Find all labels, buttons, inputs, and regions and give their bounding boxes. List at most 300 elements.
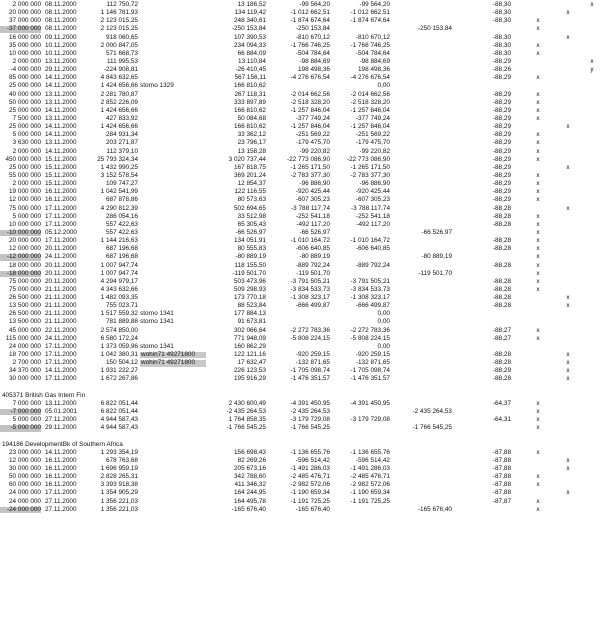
mark-cell[interactable]: x bbox=[536, 220, 540, 228]
date-cell[interactable]: 13.11.2000 bbox=[45, 114, 77, 122]
amount-cell[interactable]: 24 000 000 bbox=[9, 489, 41, 497]
mark-cell[interactable]: x bbox=[536, 90, 540, 98]
result-cell[interactable]: -666 499,87 bbox=[355, 302, 390, 310]
result-cell[interactable]: -22 773 086,90 bbox=[347, 155, 390, 163]
difference-cell[interactable]: -165 676,40 bbox=[295, 505, 330, 513]
amount-cell[interactable]: 20 000 000 bbox=[9, 9, 41, 17]
percent-cell[interactable]: -88,30 bbox=[492, 49, 511, 57]
gross-cell[interactable]: 3 020 737,44 bbox=[228, 155, 266, 163]
percent-cell[interactable]: -88,30 bbox=[492, 9, 511, 17]
gross-cell[interactable]: 166 810,62 bbox=[234, 82, 266, 90]
gross-cell[interactable]: 333 897,89 bbox=[234, 98, 266, 106]
difference-cell[interactable]: -80 889,19 bbox=[299, 253, 330, 261]
result-cell[interactable]: -504 784,64 bbox=[355, 49, 390, 57]
difference-cell[interactable]: -810 670,12 bbox=[295, 33, 330, 41]
percent-cell[interactable]: -88,29 bbox=[492, 180, 511, 188]
amount-cell[interactable]: 7 000 000 bbox=[12, 399, 41, 407]
result-cell[interactable]: -99 220,82 bbox=[359, 147, 390, 155]
remark-cell[interactable]: wohin71 49271800 bbox=[140, 360, 206, 366]
result-cell[interactable]: -1 010 164,72 bbox=[350, 237, 390, 245]
value-cell[interactable]: 6 822 051,44 bbox=[100, 399, 138, 407]
difference-cell[interactable]: -1 766 746,25 bbox=[290, 41, 330, 49]
closed-cell[interactable]: -2 435 264,53 bbox=[412, 408, 452, 416]
mark-cell[interactable]: x bbox=[566, 33, 570, 41]
difference-cell[interactable]: -1 265 171,50 bbox=[290, 163, 330, 171]
date-cell[interactable]: 13.11.2000 bbox=[45, 90, 77, 98]
gross-cell[interactable]: 503 473,96 bbox=[234, 277, 266, 285]
gross-cell[interactable]: 13 110,84 bbox=[238, 57, 266, 65]
percent-cell[interactable]: -88,29 bbox=[492, 74, 511, 82]
mark-cell[interactable]: x bbox=[536, 277, 540, 285]
value-cell[interactable]: 1 672 267,86 bbox=[100, 375, 138, 383]
gross-cell[interactable]: 156 698,43 bbox=[234, 448, 266, 456]
difference-cell[interactable]: -119 501,70 bbox=[296, 269, 330, 277]
difference-cell[interactable]: -179 475,70 bbox=[295, 139, 330, 147]
percent-cell[interactable]: -88,30 bbox=[492, 1, 511, 8]
date-cell[interactable]: 14.11.2000 bbox=[45, 448, 77, 456]
difference-cell[interactable]: -2 982 572,06 bbox=[290, 481, 330, 489]
date-cell[interactable]: 17.11.2000 bbox=[45, 237, 77, 245]
result-cell[interactable]: -5 808 224,15 bbox=[350, 334, 390, 342]
gross-cell[interactable]: -80 889,19 bbox=[235, 253, 266, 261]
percent-cell[interactable]: -88,28 bbox=[492, 277, 511, 285]
percent-cell[interactable]: -87,88 bbox=[492, 448, 511, 456]
amount-cell[interactable]: 85 000 000 bbox=[9, 74, 41, 82]
gross-cell[interactable]: 166 810,62 bbox=[234, 123, 266, 131]
result-cell[interactable]: -3 834 533,73 bbox=[350, 285, 390, 293]
value-cell[interactable]: 1 482 093,35 bbox=[100, 294, 138, 302]
remark-cell[interactable]: storno 1329 bbox=[140, 82, 174, 90]
mark-cell[interactable]: x bbox=[566, 294, 570, 302]
mark-cell[interactable]: x bbox=[536, 228, 540, 236]
value-cell[interactable]: 25 793 324,34 bbox=[97, 155, 138, 163]
mark-cell[interactable]: x bbox=[566, 489, 570, 497]
result-cell[interactable]: -607 305,23 bbox=[355, 196, 390, 204]
result-cell[interactable]: -1 190 659,34 bbox=[350, 489, 390, 497]
amount-cell[interactable]: -18 000 000 bbox=[0, 271, 41, 277]
value-cell[interactable]: 1 696 959,19 bbox=[100, 465, 138, 473]
mark-cell[interactable]: x bbox=[566, 163, 570, 171]
amount-cell[interactable]: -37 000 000 bbox=[0, 26, 41, 32]
difference-cell[interactable]: -2 272 783,36 bbox=[290, 326, 330, 334]
gross-cell[interactable]: 173 770,18 bbox=[234, 294, 266, 302]
amount-cell[interactable]: 35 000 000 bbox=[9, 41, 41, 49]
value-cell[interactable]: 2 574 850,00 bbox=[100, 326, 138, 334]
percent-cell[interactable]: -88,29 bbox=[492, 131, 511, 139]
date-cell[interactable]: 10.11.2000 bbox=[45, 49, 77, 57]
closed-cell[interactable]: -66 526,97 bbox=[421, 228, 452, 236]
difference-cell[interactable]: -2 014 662,56 bbox=[290, 90, 330, 98]
difference-cell[interactable]: -1 257 846,04 bbox=[290, 106, 330, 114]
difference-cell[interactable]: -666 499,87 bbox=[295, 302, 330, 310]
value-cell[interactable]: 109 747,27 bbox=[106, 180, 138, 188]
result-cell[interactable]: 0,00 bbox=[377, 342, 390, 350]
mark-cell[interactable]: x bbox=[536, 473, 540, 481]
result-cell[interactable]: -1 136 655,76 bbox=[350, 448, 390, 456]
amount-cell[interactable]: 37 000 000 bbox=[9, 17, 41, 25]
date-cell[interactable]: 08.11.2000 bbox=[45, 1, 77, 8]
amount-cell[interactable]: -24 000 000 bbox=[0, 507, 41, 513]
amount-cell[interactable]: 45 000 000 bbox=[9, 326, 41, 334]
gross-cell[interactable]: -165 676,40 bbox=[231, 505, 266, 513]
result-cell[interactable]: -252 541,18 bbox=[355, 212, 390, 220]
value-cell[interactable]: 6 580 172,24 bbox=[100, 334, 138, 342]
value-cell[interactable]: 781 889,88 bbox=[106, 318, 138, 326]
difference-cell[interactable]: -504 784,64 bbox=[295, 49, 330, 57]
result-cell[interactable]: -3 788 117,74 bbox=[351, 204, 390, 212]
date-cell[interactable]: 21.11.2000 bbox=[45, 285, 77, 293]
value-cell[interactable]: 284 931,34 bbox=[106, 131, 138, 139]
result-cell[interactable]: -920 425,44 bbox=[355, 188, 390, 196]
result-cell[interactable]: -99 564,20 bbox=[359, 1, 390, 8]
value-cell[interactable]: 112 379,10 bbox=[106, 147, 138, 155]
result-cell[interactable]: -4 391 450,95 bbox=[350, 399, 390, 407]
percent-cell[interactable]: -88,28 bbox=[492, 285, 511, 293]
gross-cell[interactable]: 771 948,09 bbox=[234, 334, 266, 342]
difference-cell[interactable]: -22 773 086,90 bbox=[287, 155, 330, 163]
date-cell[interactable]: 17.11.2000 bbox=[45, 375, 77, 383]
value-cell[interactable]: 6 822 051,44 bbox=[100, 408, 138, 416]
amount-cell[interactable]: 34 370 000 bbox=[9, 367, 41, 375]
amount-cell[interactable]: -5 000 000 bbox=[0, 425, 41, 431]
difference-cell[interactable]: -1 476 351,57 bbox=[290, 375, 330, 383]
percent-cell[interactable]: -88,29 bbox=[492, 98, 511, 106]
mark-cell[interactable]: x bbox=[536, 269, 540, 277]
gross-cell[interactable]: 82 269,26 bbox=[237, 456, 266, 464]
result-cell[interactable]: 0,00 bbox=[377, 318, 390, 326]
gross-cell[interactable]: 17 632,47 bbox=[237, 359, 266, 367]
gross-cell[interactable]: 1 764 858,35 bbox=[228, 416, 266, 424]
date-cell[interactable]: 24.11.2000 bbox=[45, 253, 77, 261]
result-cell[interactable]: -4 276 676,54 bbox=[350, 74, 390, 82]
closed-cell[interactable]: -250 153,84 bbox=[417, 25, 452, 33]
difference-cell[interactable]: -96 886,90 bbox=[299, 180, 330, 188]
value-cell[interactable]: 3 152 578,54 bbox=[100, 171, 138, 179]
value-cell[interactable]: 557 422,63 bbox=[106, 220, 138, 228]
result-cell[interactable]: -596 514,42 bbox=[355, 456, 390, 464]
value-cell[interactable]: 2 828 265,31 bbox=[100, 473, 138, 481]
amount-cell[interactable]: 18 700 000 bbox=[9, 351, 41, 359]
mark-cell[interactable]: x bbox=[536, 253, 540, 261]
percent-cell[interactable]: -87,87 bbox=[492, 497, 511, 505]
value-cell[interactable]: 1 373 059,96 bbox=[100, 342, 138, 350]
mark-cell[interactable]: x bbox=[536, 131, 540, 139]
mark-cell[interactable]: x bbox=[566, 367, 570, 375]
gross-cell[interactable]: 80 573,63 bbox=[237, 196, 266, 204]
amount-cell[interactable]: -7 000 000 bbox=[0, 409, 41, 415]
date-cell[interactable]: 21.11.2000 bbox=[45, 310, 77, 318]
value-cell[interactable]: 1 424 656,66 bbox=[100, 123, 138, 131]
date-cell[interactable]: 24.11.2000 bbox=[45, 334, 77, 342]
value-cell[interactable]: 1 424 656,66 bbox=[100, 106, 138, 114]
value-cell[interactable]: 571 668,73 bbox=[106, 49, 138, 57]
difference-cell[interactable]: -250 153,84 bbox=[295, 25, 330, 33]
mark-cell[interactable]: x bbox=[536, 424, 540, 432]
percent-cell[interactable]: -88,28 bbox=[492, 351, 511, 359]
result-cell[interactable]: -251 569,22 bbox=[355, 131, 390, 139]
mark-cell[interactable]: x bbox=[590, 57, 594, 65]
result-cell[interactable]: 0,00 bbox=[377, 82, 390, 90]
result-cell[interactable]: -132 871,65 bbox=[355, 359, 390, 367]
gross-cell[interactable]: 65 305,43 bbox=[237, 220, 266, 228]
mark-cell[interactable]: x bbox=[536, 155, 540, 163]
percent-cell[interactable]: -88,27 bbox=[492, 334, 511, 342]
amount-cell[interactable]: 13 500 000 bbox=[9, 302, 41, 310]
result-cell[interactable]: -920 259,15 bbox=[355, 351, 390, 359]
value-cell[interactable]: 687 878,86 bbox=[106, 196, 138, 204]
closed-cell[interactable]: -1 766 545,25 bbox=[412, 424, 452, 432]
amount-cell[interactable]: 50 000 000 bbox=[9, 473, 41, 481]
gross-cell[interactable]: 369 201,24 bbox=[234, 171, 266, 179]
difference-cell[interactable]: -99 220,82 bbox=[299, 147, 330, 155]
result-cell[interactable]: -1 705 098,74 bbox=[350, 367, 390, 375]
mark-cell[interactable]: x bbox=[536, 188, 540, 196]
amount-cell[interactable]: 60 000 000 bbox=[9, 481, 41, 489]
date-cell[interactable]: 20.11.2000 bbox=[45, 245, 77, 253]
mark-cell[interactable]: x bbox=[536, 245, 540, 253]
mark-cell[interactable]: x bbox=[566, 456, 570, 464]
date-cell[interactable]: 05.01.2001 bbox=[45, 408, 77, 416]
gross-cell[interactable]: 502 694,65 bbox=[234, 204, 266, 212]
value-cell[interactable]: 687 196,68 bbox=[106, 253, 138, 261]
amount-cell[interactable]: 12 000 000 bbox=[9, 456, 41, 464]
date-cell[interactable]: 16.11.2000 bbox=[45, 481, 77, 489]
gross-cell[interactable]: 91 673,81 bbox=[237, 318, 266, 326]
result-cell[interactable]: -1 766 746,25 bbox=[350, 41, 390, 49]
gross-cell[interactable]: 107 390,53 bbox=[234, 33, 266, 41]
mark-cell[interactable]: x bbox=[536, 49, 540, 57]
value-cell[interactable]: 2 123 015,25 bbox=[100, 17, 138, 25]
percent-cell[interactable]: -87,88 bbox=[492, 481, 511, 489]
result-cell[interactable]: -3 179 729,08 bbox=[350, 416, 390, 424]
value-cell[interactable]: 1 356 221,03 bbox=[100, 505, 138, 513]
amount-cell[interactable]: 30 000 000 bbox=[9, 375, 41, 383]
amount-cell[interactable]: 115 000 000 bbox=[5, 334, 41, 342]
amount-cell[interactable]: 2 000 000 bbox=[12, 57, 41, 65]
mark-cell[interactable]: x bbox=[536, 212, 540, 220]
value-cell[interactable]: 2 852 226,09 bbox=[100, 98, 138, 106]
gross-cell[interactable]: 122 116,55 bbox=[234, 188, 266, 196]
amount-cell[interactable]: 2 000 000 bbox=[12, 180, 41, 188]
date-cell[interactable]: 14.11.2000 bbox=[45, 131, 77, 139]
mark-cell[interactable]: x bbox=[566, 351, 570, 359]
mark-cell[interactable]: x bbox=[566, 465, 570, 473]
percent-cell[interactable]: -88,28 bbox=[492, 375, 511, 383]
date-cell[interactable]: 14.11.2000 bbox=[45, 74, 77, 82]
percent-cell[interactable]: -88,30 bbox=[492, 17, 511, 25]
difference-cell[interactable]: -66 526,97 bbox=[299, 228, 330, 236]
gross-cell[interactable]: -66 526,97 bbox=[235, 228, 266, 236]
value-cell[interactable]: 2 123 015,25 bbox=[100, 25, 138, 33]
percent-cell[interactable]: -87,88 bbox=[492, 456, 511, 464]
result-cell[interactable]: -3 791 505,21 bbox=[350, 277, 390, 285]
gross-cell[interactable]: 33 362,12 bbox=[237, 131, 266, 139]
date-cell[interactable]: 08.11.2000 bbox=[45, 17, 77, 25]
value-cell[interactable]: 111 995,53 bbox=[106, 57, 138, 65]
gross-cell[interactable]: -250 153,84 bbox=[231, 25, 266, 33]
amount-cell[interactable]: 40 000 000 bbox=[9, 90, 41, 98]
percent-cell[interactable]: -88,28 bbox=[492, 237, 511, 245]
amount-cell[interactable]: -12 000 000 bbox=[0, 254, 41, 260]
date-cell[interactable]: 16.11.2000 bbox=[45, 465, 77, 473]
value-cell[interactable]: 4 843 632,65 bbox=[100, 74, 138, 82]
date-cell[interactable]: 20.11.2000 bbox=[45, 261, 77, 269]
amount-cell[interactable]: 25 000 000 bbox=[9, 123, 41, 131]
mark-cell[interactable]: x bbox=[536, 171, 540, 179]
result-cell[interactable]: -96 886,90 bbox=[359, 180, 390, 188]
date-cell[interactable]: 13.11.2000 bbox=[45, 139, 77, 147]
amount-cell[interactable]: 18 000 000 bbox=[9, 261, 41, 269]
mark-cell[interactable]: x bbox=[536, 196, 540, 204]
date-cell[interactable]: 13.11.2000 bbox=[45, 57, 77, 65]
percent-cell[interactable]: -88,27 bbox=[492, 326, 511, 334]
mark-cell[interactable]: x bbox=[536, 25, 540, 33]
difference-cell[interactable]: -99 564,20 bbox=[299, 1, 330, 8]
result-cell[interactable]: 0,00 bbox=[377, 310, 390, 318]
remark-cell[interactable]: storno 1341 bbox=[140, 310, 174, 318]
date-cell[interactable]: 17.11.2000 bbox=[45, 220, 77, 228]
date-cell[interactable]: 14.11.2000 bbox=[45, 82, 77, 90]
result-cell[interactable]: -1 257 846,04 bbox=[350, 106, 390, 114]
closed-cell[interactable]: -165 676,40 bbox=[417, 505, 452, 513]
gross-cell[interactable]: 234 094,33 bbox=[234, 41, 266, 49]
value-cell[interactable]: 1 356 221,03 bbox=[100, 497, 138, 505]
value-cell[interactable]: 4 944 587,43 bbox=[100, 424, 138, 432]
gross-cell[interactable]: 33 512,98 bbox=[237, 212, 266, 220]
amount-cell[interactable]: 10 000 000 bbox=[9, 220, 41, 228]
date-cell[interactable]: 21.11.2000 bbox=[45, 302, 77, 310]
amount-cell[interactable]: 23 000 000 bbox=[9, 448, 41, 456]
value-cell[interactable]: 1 042 541,99 bbox=[100, 188, 138, 196]
date-cell[interactable]: 16.11.2000 bbox=[45, 188, 77, 196]
value-cell[interactable]: 2 281 780,87 bbox=[100, 90, 138, 98]
percent-cell[interactable]: -88,28 bbox=[492, 294, 511, 302]
percent-cell[interactable]: -88,29 bbox=[492, 90, 511, 98]
percent-cell[interactable]: -88,29 bbox=[492, 123, 511, 131]
gross-cell[interactable]: 164 495,78 bbox=[234, 497, 266, 505]
difference-cell[interactable]: -920 259,15 bbox=[295, 351, 330, 359]
value-cell[interactable]: 427 833,92 bbox=[106, 114, 138, 122]
date-cell[interactable]: 22.11.2000 bbox=[45, 326, 77, 334]
date-cell[interactable]: 13.11.2000 bbox=[45, 98, 77, 106]
gross-cell[interactable]: 195 916,29 bbox=[234, 375, 266, 383]
gross-cell[interactable]: 50 084,68 bbox=[237, 114, 266, 122]
mark-cell[interactable]: x bbox=[536, 41, 540, 49]
amount-cell[interactable]: 12 000 000 bbox=[9, 196, 41, 204]
value-cell[interactable]: 1 354 905,29 bbox=[100, 489, 138, 497]
mark-cell[interactable]: x bbox=[536, 399, 540, 407]
value-cell[interactable]: 3 393 918,38 bbox=[100, 481, 138, 489]
gross-cell[interactable]: 134 051,91 bbox=[234, 237, 266, 245]
amount-cell[interactable]: 2 000 000 bbox=[12, 147, 41, 155]
mark-cell[interactable]: x bbox=[566, 302, 570, 310]
amount-cell[interactable]: -4 000 000 bbox=[10, 66, 41, 74]
percent-cell[interactable]: -88,28 bbox=[492, 261, 511, 269]
date-cell[interactable]: 17.11.2000 bbox=[45, 204, 77, 212]
mark-cell[interactable]: x bbox=[536, 98, 540, 106]
amount-cell[interactable]: 5 000 000 bbox=[12, 131, 41, 139]
difference-cell[interactable]: -4 391 450,95 bbox=[290, 399, 330, 407]
result-cell[interactable]: -1 191 725,25 bbox=[350, 497, 390, 505]
amount-cell[interactable]: 19 000 000 bbox=[9, 188, 41, 196]
result-cell[interactable]: -2 014 662,56 bbox=[350, 90, 390, 98]
gross-cell[interactable]: 342 788,60 bbox=[234, 473, 266, 481]
value-cell[interactable]: 4 343 632,66 bbox=[100, 285, 138, 293]
percent-cell[interactable]: -87,88 bbox=[492, 489, 511, 497]
amount-cell[interactable]: 75 000 000 bbox=[9, 204, 41, 212]
mark-cell[interactable]: x bbox=[536, 237, 540, 245]
date-cell[interactable]: 05.12.2000 bbox=[45, 228, 77, 236]
date-cell[interactable]: 16.11.2000 bbox=[45, 196, 77, 204]
value-cell[interactable]: 1 293 354,19 bbox=[100, 448, 138, 456]
value-cell[interactable]: 4 290 812,39 bbox=[100, 204, 138, 212]
mark-cell[interactable]: x bbox=[536, 497, 540, 505]
amount-cell[interactable]: -10 000 000 bbox=[0, 230, 41, 236]
mark-cell[interactable]: y bbox=[590, 66, 594, 74]
result-cell[interactable]: -1 257 846,04 bbox=[350, 123, 390, 131]
date-cell[interactable]: 14.11.2000 bbox=[45, 106, 77, 114]
date-cell[interactable]: 15.11.2000 bbox=[45, 171, 77, 179]
date-cell[interactable]: 14.11.2000 bbox=[45, 367, 77, 375]
date-cell[interactable]: 09.11.2000 bbox=[45, 33, 77, 41]
gross-cell[interactable]: -2 435 264,53 bbox=[226, 408, 266, 416]
amount-cell[interactable]: 75 000 000 bbox=[9, 285, 41, 293]
difference-cell[interactable]: -1 257 846,04 bbox=[290, 123, 330, 131]
gross-cell[interactable]: 302 066,64 bbox=[234, 326, 266, 334]
result-cell[interactable]: 198 498,36 bbox=[358, 66, 390, 74]
amount-cell[interactable]: 25 000 000 bbox=[9, 106, 41, 114]
result-cell[interactable]: -377 749,24 bbox=[355, 114, 390, 122]
amount-cell[interactable]: 2 700 000 bbox=[12, 359, 41, 367]
mark-cell[interactable]: x bbox=[566, 375, 570, 383]
remark-cell[interactable]: storno 1341 bbox=[140, 342, 174, 350]
difference-cell[interactable]: -2 783 377,30 bbox=[290, 171, 330, 179]
difference-cell[interactable]: -1 308 323,17 bbox=[290, 294, 330, 302]
difference-cell[interactable]: -4 276 676,54 bbox=[290, 74, 330, 82]
date-cell[interactable]: 14.11.2000 bbox=[45, 147, 77, 155]
amount-cell[interactable]: 16 000 000 bbox=[9, 33, 41, 41]
percent-cell[interactable]: -88,29 bbox=[492, 106, 511, 114]
gross-cell[interactable]: 12 854,37 bbox=[237, 180, 266, 188]
value-cell[interactable]: 755 023,71 bbox=[106, 302, 138, 310]
difference-cell[interactable]: -920 425,44 bbox=[295, 188, 330, 196]
gross-cell[interactable]: 205 673,16 bbox=[234, 465, 266, 473]
date-cell[interactable]: 13.11.2000 bbox=[45, 399, 77, 407]
percent-cell[interactable]: -87,88 bbox=[492, 473, 511, 481]
percent-cell[interactable]: -88,29 bbox=[492, 188, 511, 196]
value-cell[interactable]: -224 908,81 bbox=[103, 66, 138, 74]
amount-cell[interactable]: 12 000 000 bbox=[9, 245, 41, 253]
difference-cell[interactable]: -2 485 476,71 bbox=[290, 473, 330, 481]
amount-cell[interactable]: 10 000 000 bbox=[9, 49, 41, 57]
difference-cell[interactable]: -2 435 264,53 bbox=[290, 408, 330, 416]
difference-cell[interactable]: -607 305,23 bbox=[295, 196, 330, 204]
date-cell[interactable]: 17.11.2000 bbox=[45, 351, 77, 359]
gross-cell[interactable]: 567 156,11 bbox=[234, 74, 266, 82]
amount-cell[interactable]: 5 000 000 bbox=[12, 416, 41, 424]
result-cell[interactable]: -2 518 328,20 bbox=[350, 98, 390, 106]
gross-cell[interactable]: 267 118,31 bbox=[234, 90, 266, 98]
closed-cell[interactable]: -119 501,70 bbox=[418, 269, 452, 277]
percent-cell[interactable]: -88,29 bbox=[492, 171, 511, 179]
value-cell[interactable]: 4 944 587,43 bbox=[100, 416, 138, 424]
date-cell[interactable]: 16.11.2000 bbox=[45, 456, 77, 464]
amount-cell[interactable]: 20 000 000 bbox=[9, 237, 41, 245]
difference-cell[interactable]: -377 749,24 bbox=[295, 114, 330, 122]
difference-cell[interactable]: 198 498,36 bbox=[298, 66, 330, 74]
amount-cell[interactable]: 25 000 000 bbox=[9, 163, 41, 171]
gross-cell[interactable]: 134 119,42 bbox=[234, 9, 266, 17]
